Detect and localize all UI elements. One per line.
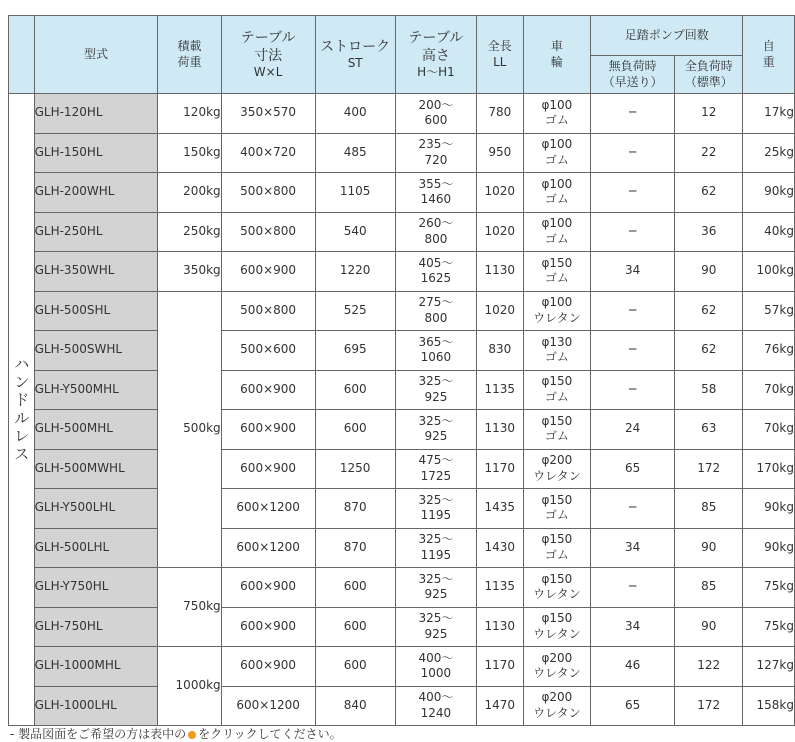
cell-size: 600×900: [221, 607, 315, 647]
cell-stroke: 525: [315, 291, 395, 331]
cell-height: 355〜 1460: [395, 173, 476, 213]
cell-stroke: 1105: [315, 173, 395, 213]
table-row: [9, 212, 795, 252]
cell-weight: 40kg: [743, 212, 795, 252]
cell-model: GLH-200WHL: [34, 173, 158, 213]
cell-wheel: φ150 ウレタン: [523, 568, 591, 608]
cell-pump-full: 36: [675, 212, 743, 252]
cell-height: 325〜 1195: [395, 489, 476, 529]
cell-wheel: φ100 ゴム: [523, 133, 591, 173]
cell-length: 1430: [477, 528, 523, 568]
cell-load: 350kg: [158, 252, 221, 292]
cell-wheel: φ200 ウレタン: [523, 686, 591, 726]
cell-load: 150kg: [158, 133, 221, 173]
cell-wheel: φ150 ゴム: [523, 528, 591, 568]
cell-length: 1135: [477, 370, 523, 410]
cell-height: 325〜 925: [395, 607, 476, 647]
cell-model: GLH-250HL: [34, 212, 158, 252]
cell-wheel: φ150 ウレタン: [523, 607, 591, 647]
cell-weight: 90kg: [743, 173, 795, 213]
cell-length: 1020: [477, 173, 523, 213]
cell-length: 1130: [477, 410, 523, 450]
table-body: [9, 94, 795, 726]
cell-stroke: 600: [315, 647, 395, 687]
cell-model: GLH-500SHL: [34, 291, 158, 331]
cell-load: 500kg: [158, 291, 221, 568]
table-row: [9, 173, 795, 213]
cell-pump-full: 58: [675, 370, 743, 410]
cell-stroke: 695: [315, 331, 395, 371]
cell-load: 750kg: [158, 568, 221, 647]
cell-weight: 25kg: [743, 133, 795, 173]
header-wheel: 車 輪: [523, 16, 591, 94]
cell-load: 120kg: [158, 94, 221, 134]
header-pump-group: 足踏ポンプ回数: [591, 16, 743, 56]
cell-load: 1000kg: [158, 647, 221, 726]
cell-model: GLH-1000MHL: [34, 647, 158, 687]
cell-weight: 70kg: [743, 370, 795, 410]
cell-model: GLH-Y500MHL: [34, 370, 158, 410]
cell-length: 1470: [477, 686, 523, 726]
table-row: [9, 133, 795, 173]
cell-weight: 158kg: [743, 686, 795, 726]
cell-model: GLH-500LHL: [34, 528, 158, 568]
category-label: ハンドルレス: [9, 94, 35, 726]
table-row: [9, 291, 795, 331]
header-type: 型式: [34, 16, 158, 94]
cell-pump-full: 122: [675, 647, 743, 687]
cell-stroke: 870: [315, 489, 395, 529]
cell-wheel: φ100 ゴム: [523, 212, 591, 252]
cell-height: 325〜 925: [395, 410, 476, 450]
cell-stroke: 600: [315, 568, 395, 608]
cell-weight: 90kg: [743, 528, 795, 568]
cell-model: GLH-150HL: [34, 133, 158, 173]
cell-height: 260〜 800: [395, 212, 476, 252]
table-row: [9, 568, 795, 608]
cell-pump-noload: 34: [591, 607, 675, 647]
cell-height: 325〜 925: [395, 370, 476, 410]
cell-pump-noload: 65: [591, 686, 675, 726]
cell-weight: 17kg: [743, 94, 795, 134]
orange-dot-icon: [188, 731, 196, 739]
cell-model: GLH-750HL: [34, 607, 158, 647]
cell-wheel: φ150 ゴム: [523, 489, 591, 529]
table-row: [9, 607, 795, 647]
cell-weight: 75kg: [743, 568, 795, 608]
cell-length: 1130: [477, 252, 523, 292]
cell-size: 350×570: [221, 94, 315, 134]
cell-pump-full: 90: [675, 528, 743, 568]
table-row: [9, 370, 795, 410]
cell-size: 600×900: [221, 647, 315, 687]
cell-length: 780: [477, 94, 523, 134]
cell-size: 600×900: [221, 568, 315, 608]
cell-weight: 170kg: [743, 449, 795, 489]
cell-size: 600×900: [221, 252, 315, 292]
cell-pump-noload: ─: [591, 489, 675, 529]
cell-pump-noload: ─: [591, 568, 675, 608]
table-row: [9, 331, 795, 371]
cell-pump-full: 85: [675, 489, 743, 529]
table-row: [9, 647, 795, 687]
header-table-height: テーブル 高さ H〜H1: [395, 16, 476, 94]
cell-stroke: 400: [315, 94, 395, 134]
cell-wheel: φ100 ウレタン: [523, 291, 591, 331]
cell-pump-full: 12: [675, 94, 743, 134]
cell-weight: 100kg: [743, 252, 795, 292]
table-row: [9, 252, 795, 292]
cell-model: GLH-Y500LHL: [34, 489, 158, 529]
cell-pump-noload: ─: [591, 133, 675, 173]
cell-model: GLH-Y750HL: [34, 568, 158, 608]
cell-size: 400×720: [221, 133, 315, 173]
cell-model: GLH-500SWHL: [34, 331, 158, 371]
cell-stroke: 1250: [315, 449, 395, 489]
cell-wheel: φ130 ゴム: [523, 331, 591, 371]
cell-stroke: 840: [315, 686, 395, 726]
cell-pump-full: 90: [675, 607, 743, 647]
header-pump-noload: 無負荷時 （早送り）: [591, 56, 675, 94]
cell-size: 500×800: [221, 173, 315, 213]
cell-load: 250kg: [158, 212, 221, 252]
cell-weight: 127kg: [743, 647, 795, 687]
cell-pump-noload: 34: [591, 252, 675, 292]
table-row: [9, 686, 795, 726]
header-load: 積載 荷重: [158, 16, 221, 94]
cell-stroke: 870: [315, 528, 395, 568]
cell-height: 365〜 1060: [395, 331, 476, 371]
table-header: [9, 16, 795, 94]
cell-pump-full: 62: [675, 173, 743, 213]
cell-size: 600×900: [221, 449, 315, 489]
cell-pump-noload: ─: [591, 173, 675, 213]
cell-size: 600×900: [221, 410, 315, 450]
spec-table: [8, 15, 795, 726]
cell-pump-noload: ─: [591, 94, 675, 134]
cell-size: 600×1200: [221, 489, 315, 529]
cell-size: 600×900: [221, 370, 315, 410]
cell-wheel: φ150 ゴム: [523, 370, 591, 410]
cell-height: 475〜 1725: [395, 449, 476, 489]
cell-length: 950: [477, 133, 523, 173]
cell-height: 275〜 800: [395, 291, 476, 331]
cell-length: 1135: [477, 568, 523, 608]
cell-wheel: φ200 ウレタン: [523, 647, 591, 687]
cell-stroke: 485: [315, 133, 395, 173]
cell-pump-noload: 24: [591, 410, 675, 450]
cell-weight: 75kg: [743, 607, 795, 647]
cell-wheel: φ150 ゴム: [523, 410, 591, 450]
cell-length: 830: [477, 331, 523, 371]
footnote-text-after: をクリックしてください。: [198, 727, 342, 741]
cell-pump-noload: 65: [591, 449, 675, 489]
cell-pump-full: 62: [675, 291, 743, 331]
cell-size: 500×600: [221, 331, 315, 371]
header-blank: [9, 16, 35, 94]
table-row: [9, 489, 795, 529]
cell-size: 600×1200: [221, 686, 315, 726]
cell-pump-full: 172: [675, 449, 743, 489]
cell-pump-noload: ─: [591, 212, 675, 252]
header-weight: 自 重: [743, 16, 795, 94]
cell-length: 1170: [477, 647, 523, 687]
table-row: [9, 94, 795, 134]
cell-weight: 57kg: [743, 291, 795, 331]
cell-height: 325〜 925: [395, 568, 476, 608]
cell-model: GLH-1000LHL: [34, 686, 158, 726]
cell-length: 1130: [477, 607, 523, 647]
cell-model: GLH-120HL: [34, 94, 158, 134]
cell-weight: 76kg: [743, 331, 795, 371]
cell-pump-noload: ─: [591, 331, 675, 371]
cell-stroke: 600: [315, 607, 395, 647]
cell-length: 1020: [477, 291, 523, 331]
cell-model: GLH-500MHL: [34, 410, 158, 450]
cell-wheel: φ200 ウレタン: [523, 449, 591, 489]
table-row: [9, 449, 795, 489]
table-row: [9, 410, 795, 450]
cell-weight: 70kg: [743, 410, 795, 450]
cell-wheel: φ150 ゴム: [523, 252, 591, 292]
cell-height: 400〜 1000: [395, 647, 476, 687]
cell-stroke: 600: [315, 370, 395, 410]
cell-pump-full: 63: [675, 410, 743, 450]
cell-pump-full: 172: [675, 686, 743, 726]
cell-size: 500×800: [221, 291, 315, 331]
cell-pump-full: 85: [675, 568, 743, 608]
cell-model: GLH-350WHL: [34, 252, 158, 292]
cell-weight: 90kg: [743, 489, 795, 529]
cell-stroke: 540: [315, 212, 395, 252]
cell-height: 400〜 1240: [395, 686, 476, 726]
cell-pump-full: 90: [675, 252, 743, 292]
cell-pump-full: 22: [675, 133, 743, 173]
cell-length: 1020: [477, 212, 523, 252]
cell-pump-noload: 34: [591, 528, 675, 568]
header-table-size: テーブル 寸法 W×L: [221, 16, 315, 94]
cell-height: 235〜 720: [395, 133, 476, 173]
cell-height: 325〜 1195: [395, 528, 476, 568]
cell-pump-noload: ─: [591, 370, 675, 410]
cell-stroke: 600: [315, 410, 395, 450]
cell-model: GLH-500MWHL: [34, 449, 158, 489]
cell-pump-full: 62: [675, 331, 743, 371]
cell-wheel: φ100 ゴム: [523, 173, 591, 213]
cell-wheel: φ100 ゴム: [523, 94, 591, 134]
cell-size: 500×800: [221, 212, 315, 252]
header-length: 全長 LL: [477, 16, 523, 94]
footnote-text-before: - 製品図面をご希望の方は表中の: [10, 727, 187, 741]
cell-height: 405〜 1625: [395, 252, 476, 292]
cell-height: 200〜 600: [395, 94, 476, 134]
header-stroke: ストローク ST: [315, 16, 395, 94]
header-pump-fullload: 全負荷時 （標準）: [675, 56, 743, 94]
table-row: [9, 528, 795, 568]
cell-pump-noload: 46: [591, 647, 675, 687]
cell-load: 200kg: [158, 173, 221, 213]
cell-pump-noload: ─: [591, 291, 675, 331]
cell-stroke: 1220: [315, 252, 395, 292]
cell-length: 1435: [477, 489, 523, 529]
cell-size: 600×1200: [221, 528, 315, 568]
cell-length: 1170: [477, 449, 523, 489]
